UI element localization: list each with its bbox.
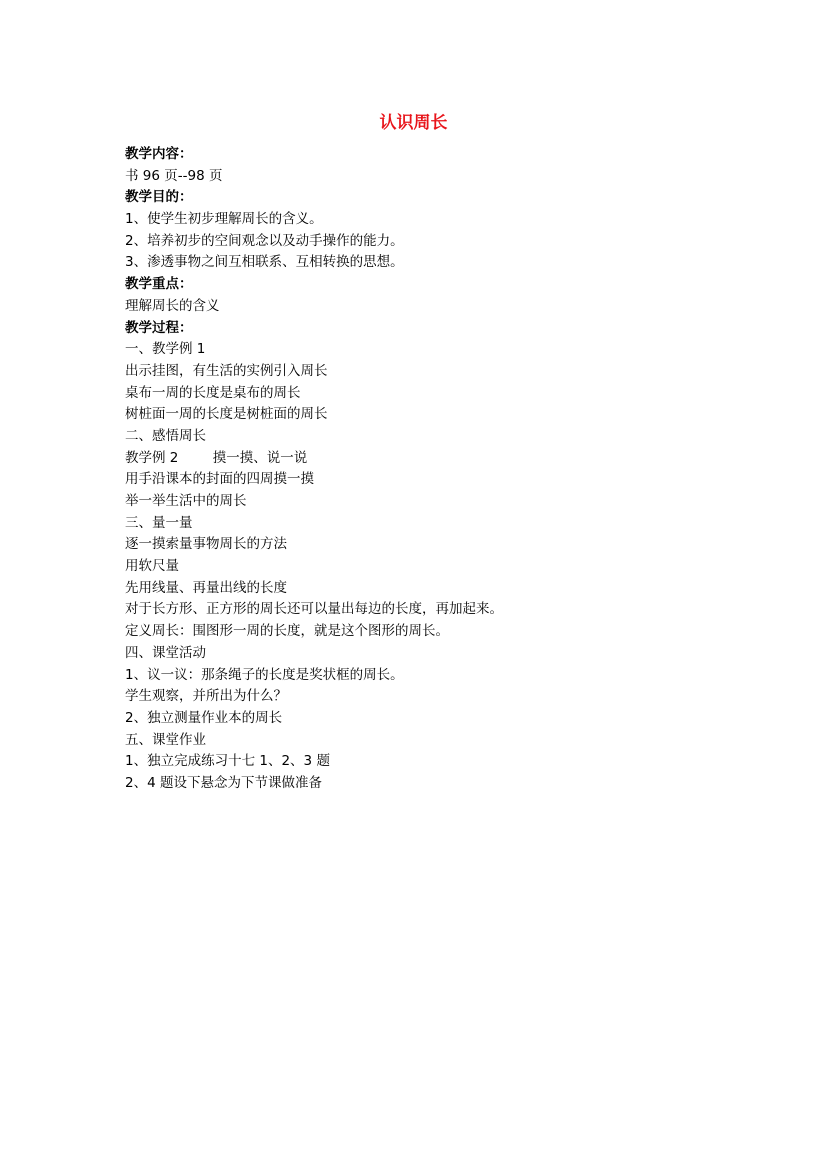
body-line: 四、课堂活动 <box>125 644 206 661</box>
body-line: 书 96 页--98 页 <box>125 167 223 184</box>
section-heading: 教学重点： <box>125 276 193 293</box>
body-line: 树桩面一周的长度是树桩面的周长 <box>125 406 328 423</box>
body-line: 桌布一周的长度是桌布的周长 <box>125 384 301 401</box>
body-line: 学生观察，并所出为什么？ <box>125 688 287 705</box>
body-line: 一、教学例 1 <box>125 341 206 358</box>
body-line: 对于长方形、正方形的周长还可以量出每边的长度，再加起来。 <box>125 601 503 618</box>
body-line: 出示挂图，有生活的实例引入周长 <box>125 362 328 379</box>
body-line: 逐一摸索量事物周长的方法 <box>125 536 287 553</box>
body-line: 举一举生活中的周长 <box>125 493 247 509</box>
body-line: 理解周长的含义 <box>125 297 220 314</box>
document-body <box>125 144 745 795</box>
body-line: 2、4 题设下悬念为下节课做准备 <box>125 774 322 791</box>
body-line: 教学例 2 摸一摸、说一说 <box>125 449 308 466</box>
body-line: 1、独立完成练习十七 1、2、3 题 <box>125 753 330 770</box>
section-heading: 教学内容： <box>125 146 193 162</box>
body-line: 三、量一量 <box>125 514 193 531</box>
body-line: 五、课堂作业 <box>125 731 206 748</box>
body-line: 先用线量、再量出线的长度 <box>125 579 287 596</box>
section-heading: 教学目的： <box>125 189 193 206</box>
body-line: 1、使学生初步理解周长的含义。 <box>125 211 323 228</box>
body-line: 定义周长：围图形一周的长度，就是这个图形的周长。 <box>125 623 449 640</box>
body-line: 2、独立测量作业本的周长 <box>125 709 283 726</box>
body-line: 3、渗透事物之间互相联系、互相转换的思想。 <box>125 254 404 271</box>
section-heading: 教学过程： <box>125 319 193 336</box>
document-title: 认识周长 <box>379 113 448 133</box>
body-line: 用手沿课本的封面的四周摸一摸 <box>125 471 314 488</box>
body-line: 用软尺量 <box>125 558 179 575</box>
body-line: 2、培养初步的空间观念以及动手操作的能力。 <box>125 232 404 249</box>
body-line: 二、感悟周长 <box>125 427 206 444</box>
body-line: 1、议一议：那条绳子的长度是奖状框的周长。 <box>125 666 404 683</box>
